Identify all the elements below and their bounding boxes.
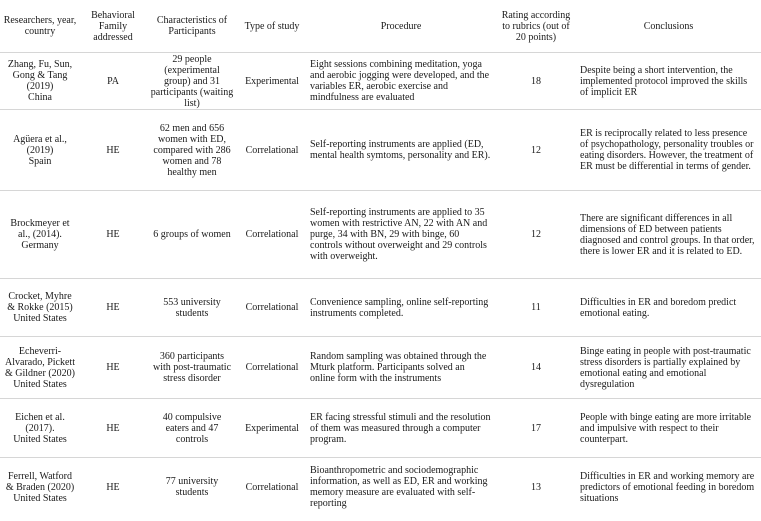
conclusions-cell: ER is reciprocally related to less presence of psychopathology, personality troubles or eating disorders. However, the treatment of ER must be differential in terms of gender. xyxy=(576,110,761,191)
table-row xyxy=(0,53,761,110)
procedure-cell: Convenience sampling, online self-reporting instruments completed. xyxy=(306,279,496,337)
type-cell: Correlational xyxy=(238,191,306,279)
participants-cell: 29 people (experimental group) and 31 participants (waiting list) xyxy=(146,53,238,110)
participants-cell: 553 university students xyxy=(146,279,238,337)
conclusions-cell: People with binge eating are more irritable and impulsive with respect to their counterpart. xyxy=(576,399,761,458)
rating-cell: 17 xyxy=(496,399,576,458)
researchers-cell xyxy=(0,279,80,337)
rating-cell: 11 xyxy=(496,279,576,337)
conclusions-cell: Binge eating in people with post-traumatic stress disorders is partially explained by emotional eating and emotional dysregulation xyxy=(576,337,761,399)
header-row xyxy=(0,0,761,53)
researchers-cell xyxy=(0,399,80,458)
header-type-of-study: Type of study xyxy=(238,0,306,53)
family-cell: HE xyxy=(80,399,146,458)
conclusions-cell: Despite being a short intervention, the implemented protocol improved the skills of implicit ER xyxy=(576,53,761,110)
country-text: Germany xyxy=(21,240,59,251)
table-row xyxy=(0,458,761,517)
participants-cell: 40 compulsive eaters and 47 controls xyxy=(146,399,238,458)
rating-cell: 12 xyxy=(496,110,576,191)
family-cell: HE xyxy=(80,110,146,191)
procedure-cell: Random sampling was obtained through the Mturk platform. Participants solved an online form with the instruments xyxy=(306,337,496,399)
participants-cell: 62 men and 656 women with ED, compared with 286 women and 78 healthy men xyxy=(146,110,238,191)
country-text: Spain xyxy=(28,155,52,167)
procedure-cell: Self-reporting instruments are applied to 35 women with restrictive AN, 22 with AN and purge, 34 with BN, 29 with binge, 60 controls without overweight and 29 controls with overweight. xyxy=(306,191,496,279)
procedure-cell: Bioanthropometric and sociodemographic information, as well as ED, ER and working memory measure are evaluated with self-reporting xyxy=(310,465,488,509)
type-cell: Correlational xyxy=(238,279,306,337)
researchers-cell xyxy=(0,110,80,191)
rating-cell: 13 xyxy=(531,481,541,493)
rating-cell: 18 xyxy=(496,53,576,110)
rating-cell: 14 xyxy=(496,337,576,399)
researchers-cell xyxy=(0,191,80,279)
type-cell: Correlational xyxy=(245,481,299,493)
header-rating: Rating according to rubrics (out of 20 points) xyxy=(496,0,576,53)
table-row xyxy=(0,279,761,337)
rating-cell: 12 xyxy=(496,191,576,279)
conclusions-cell: Difficulties in ER and working memory are predictors of emotional feeding in boredom situations xyxy=(580,470,755,504)
researchers-text: Ferrell, Watford & Braden (2020) xyxy=(5,470,75,493)
procedure-cell: ER facing stressful stimuli and the resolution of them was measured through a computer program. xyxy=(306,399,496,458)
researchers-text: Zhang, Fu, Sun, Gong & Tang (2019) xyxy=(7,59,73,92)
participants-cell: 77 university students xyxy=(165,476,219,498)
header-conclusions: Conclusions xyxy=(576,0,761,53)
country-text: United States xyxy=(13,378,67,390)
table-row xyxy=(0,110,761,191)
procedure-cell: Eight sessions combining meditation, yoga and aerobic jogging were developed, and the variables ER, aerobic exercise and mindfulness are evaluated xyxy=(306,53,496,110)
country-text: United States xyxy=(13,433,67,445)
participants-cell: 6 groups of women xyxy=(146,191,238,279)
family-cell: HE xyxy=(106,481,120,493)
conclusions-cell: Difficulties in ER and boredom predict emotional eating. xyxy=(576,279,761,337)
procedure-cell: Self-reporting instruments are applied (ED, mental health symtoms, personality and ER). xyxy=(306,110,496,191)
researchers-cell xyxy=(0,53,80,110)
researchers-text: Brockmeyer et al., (2014). xyxy=(10,218,70,240)
table-row xyxy=(0,191,761,279)
researchers-text: Echeverri-Alvarado, Pickett & Gildner (2020) xyxy=(5,345,75,379)
country-text: United States xyxy=(13,313,67,324)
conclusions-cell: There are significant differences in all dimensions of ED between patients diagnosed and control groups. In that order, there is lower ER and it is related to ED. xyxy=(576,191,761,279)
type-cell: Correlational xyxy=(238,337,306,399)
researchers-text: Eichen et al. (2017). xyxy=(15,411,65,434)
participants-cell: 360 participants with post-traumatic stress disorder xyxy=(146,337,238,399)
type-cell: Experimental xyxy=(238,399,306,458)
researchers-cell xyxy=(0,337,80,399)
researchers-text: Crocket, Myhre & Rokke (2015) xyxy=(7,291,73,313)
country-text: United States xyxy=(13,492,67,504)
family-cell: HE xyxy=(80,337,146,399)
header-procedure: Procedure xyxy=(306,0,496,53)
researchers-cell xyxy=(0,458,80,517)
header-behavioral-family: Behavioral Family addressed xyxy=(80,0,146,53)
table-row xyxy=(0,337,761,399)
country-text: China xyxy=(28,92,52,103)
family-cell: HE xyxy=(80,279,146,337)
type-cell: Correlational xyxy=(238,110,306,191)
family-cell: HE xyxy=(80,191,146,279)
header-researchers: Researchers, year, country xyxy=(0,0,80,53)
family-cell: PA xyxy=(80,53,146,110)
type-cell: Experimental xyxy=(238,53,306,110)
table-row xyxy=(0,399,761,458)
header-participants: Characteristics of Participants xyxy=(146,0,238,53)
researchers-text: Agüera et al., (2019) xyxy=(13,133,67,156)
